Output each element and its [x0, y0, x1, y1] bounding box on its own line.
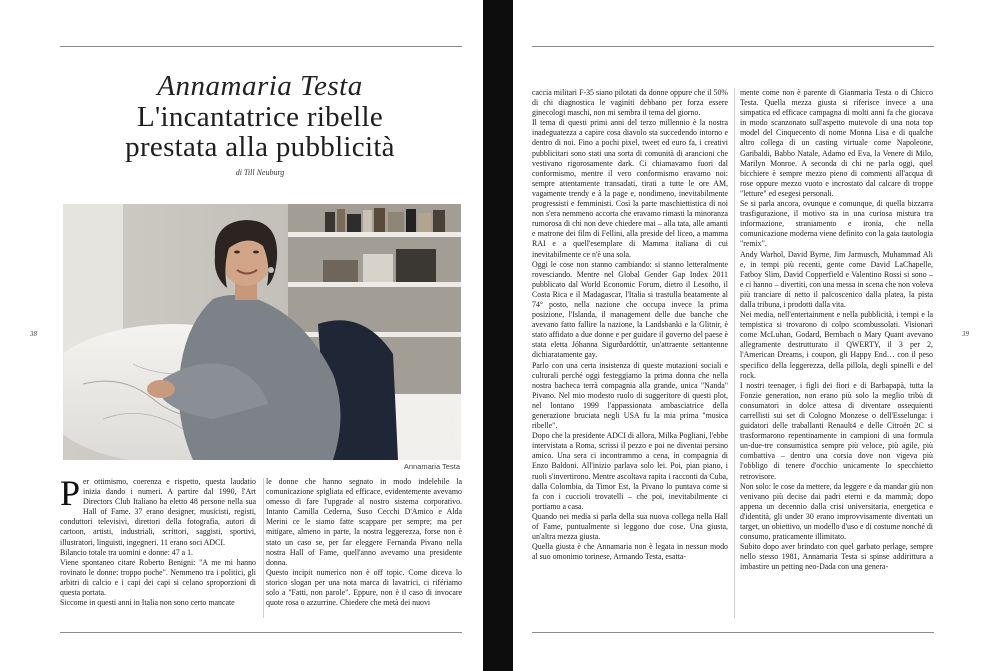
paragraph: Subito dopo aver brindato con quel garbato perlage, sempre nello stesso 1981, Annamaria Testa si spinse addirittura a imbastire un petting neo-Dada con una genera- — [740, 542, 933, 572]
paragraph: Nei media, nell'entertainment e nella pubblicità, i tempi e la tempistica si trovarono di colpo scombussolati. Visionari come McLuhan, Godard, Bernbach o Mary Quant avevano allegramente destrutturato il QWERTY, il 3 per 2, l'American Dreams, i coupon, gli Happy End… con il peso specifico della leggerezza, della pillola, degli spinelli e del rock. — [740, 310, 933, 380]
paragraph: Se si parla ancora, ovunque e comunque, di quella bizzarra trasfigurazione, il motivo sta in una curiosa mistura tra informazione, straniamento e ironia, che nella comunicazione moderna viene definito con la gaia tautologia "remix". — [740, 199, 933, 249]
left-column-2 — [266, 477, 462, 617]
top-rule-right — [532, 46, 934, 47]
right-column-1 — [532, 88, 728, 618]
paragraph: Quando nei media si parla della sua nuova collega nella Hall of Fame, puntualmente si leggono due cose. Una giusta, un'altra mezza giusta. — [532, 511, 728, 542]
paragraph — [60, 477, 256, 548]
right-column-2 — [740, 88, 933, 618]
paragraph: Viene spontaneo citare Roberto Benigni: "A me mi hanno rovinato le donne: troppo poche". Nemmeno tra i politici, gli arbitri di calcio e i capi dei capi si celano sproporzioni di questa portata. — [60, 557, 256, 598]
portrait-photo — [63, 204, 461, 460]
paragraph: Quella giusta è che Annamaria non è legata in nessun modo al suo omonimo torinese, Armando Testa, esatta- — [532, 542, 728, 562]
paragraph: Il tema di questi primi anni del terzo millennio è la nostra inadeguatezza a capire cosa diavolo sta succedendo intorno e dentro di noi. Fino a pochi pixel, tweet ed euro fa, i creativi pubblicitari sono stati una sorta di comunità di arancioni che vestivano rigorosamente dark. Ci chiamavamo fuori dal conformismo, mentre il vero conformismo eravamo noi: sempre attentamente transadati, tirati a tutte le ore AM, vagamente trendy e à la page e, nondimeno, inevitabilmente progressisti e femministi. Così la parte maschiettistica di noi non s'era nemmeno accorta che eravamo rimasti la minoranza rumorosa di chi non deve chiedere mai – alla tata, alle amanti e matrone dei film di Fellini, alla preside del liceo, a mamma RAI e a quell'esemplare di Mamma italiana di cui inevitabilmente ce n'è una sola. — [532, 118, 728, 259]
title-line-1: L'incantatrice ribelle — [136, 101, 384, 133]
paragraph: caccia militari F-35 siano pilotati da donne oppure che il 50% di chi diagnostica le vaginiti debbano per forza essere ginecologi maschi, non mi sembra il tema del giorno. — [532, 88, 728, 118]
page-number-right: 39 — [962, 330, 969, 338]
title-line-2: prestata alla pubblicità — [125, 131, 395, 163]
paragraph: Andy Warhol, David Byrne, Jim Jarmusch, Muhammad Ali e, in tempi più recenti, gente come David LaChapelle, Fatboy Slim, David Copperfield e Valentino Rossi si sono – e ci hanno – divertiti, con una messa in scena che non voleva più tranciare di netto il palcoscenico dalla platea, la pista dalla tribuna, i prodotti dalla vita. — [740, 249, 933, 309]
bottom-rule — [60, 632, 462, 633]
photo-credit: Foto Sandro Lay — [449, 405, 455, 442]
paragraph: le donne che hanno segnato in modo indelebile la comunicazione spigliata ed efficace, evidentemente avevamo omesso di fare l'upgrade al nostro sistema corporativo. Intanto Camilla Cederna, Suso Cecchi D'Amico e Alda Merini ce le siamo fatte scappare per sempre; ma per mitigare, almeno in parte, la nostra leggerezza, forse non è stato un caso se, per far eleggere Fernanda Pivano nella nostra Hall of Fame, quell'anno avevamo una presidente donna. — [266, 477, 462, 567]
left-column-1 — [60, 477, 256, 617]
paragraph-text: er ottimismo, coerenza e rispetto, questa laudatio inizia dando i numeri. A partire dal 1990, l'Art Directors Club Italiano ha eletto 48 persone nella sua Hall of Fame. 37 erano designer, musicisti, registi, conduttori televisivi, direttori della fotografia, autori di cartoon, artisti, industriali, scrittori, saggisti, sportivi, illustratori, linguisti, ingegneri. 11 erano soci ADCI. — [60, 477, 256, 547]
drop-cap: P — [60, 477, 81, 513]
paragraph: I nostri teenager, i figli dei fiori e di Barbapapà, tutta la Fonzie generation, non erano più solo la meglio tribù di consumatori in dolce attesa di diventare ossequienti carrellisti sui set di Cologno Monzese o dell'Esselunga: i guidatori delle traballanti Renault4 e delle Citroën 2C si trasformarono repentinamente in campioni di una formula un-due-tre consumistica sempre più veloce, più agile, più combattiva – dentro una corsia dove non vigeva più l'obbligo di tenere d'occhio unicamente lo specchietto retrovisore. — [740, 380, 933, 481]
column-divider-right — [734, 88, 735, 618]
byline: di Till Neuburg — [235, 168, 285, 177]
paragraph: Questo incipit numerico non è off topic. Come diceva lo storico slogan per una nota marca di lavatrici, ci rifériamo solo a "Fatti, non parole". Eppure, non è il caso di invocare quote rosa o azzurrine. Chiedere che metà dei nuovi — [266, 567, 462, 608]
bottom-rule-right — [532, 632, 934, 633]
portrait-illustration — [63, 204, 461, 460]
book-spine — [483, 0, 513, 671]
paragraph: Parlo con una certa insistenza di queste mutazioni sociali e culturali perché oggi festeggiamo la prima donna che nella nostra bacheca terrà compagnia alla grande, unica "Nanda" Pivano. Nel mio modesto ruolo di suggeritore di questi plot, nel lontano 1999 l'appassionata ambasciatrice della generazione bruciata negli USA fu la mia prima "musica ribelle". — [532, 360, 728, 431]
page-number-left: 38 — [30, 330, 37, 338]
paragraph: Oggi le cose non stanno cambiando: si stanno letteralmente rovesciando. Mentre nel Global Gender Gap Index 2011 pubblicato dal World Economic Forum, dietro il Lesotho, il Costa Rica e il Madagascar, l'Italia si trastulla beatamente al 74° posto, nella nazione che occupa invece la prima posizione, l'Islanda, il management delle due banche che avevano fatto fallire la nazione, la Landsbanki e la Glitnir, è stato affidato a due donne e per guidare il governo del paese è stata eletta Jóhanna Sigurðardóttir, un'attraente settantenne dichiaratamente gay. — [532, 259, 728, 360]
photo-caption: Annamaria Testa — [403, 462, 460, 471]
left-page — [0, 0, 483, 671]
paragraph: mente come non è parente di Gianmaria Testa o di Chicco Testa. Quella mezza giusta si riferisce invece a una simpatica ed efficace campagna di molti anni fa che giocava in modo scanzonato sull'aspetto mutevole di una nota top model del Cinquecento di nome Monna Lisa e di qualche altro collega di un casting virtuale come Napoleone, Garibaldi, Babbo Natale, Adamo ed Eva, la Venere di Milo, Marilyn Monroe. A seconda di chi ne parla oggi, quel bicchiere è sempre mezzo pieno di commenti all'acqua di rose oppure mezzo vuoto e incrostato dal calcare di troppe "letture" ed esegesi personali. — [740, 88, 933, 198]
paragraph: Non solo: le cose da mettere, da leggere e da mandar giù non venivano più decise dai padri eterni e da mammà; dopo appena un decennio dalla crisi universitaria, energetica e d'identità, gli under 30 erano improvvisamente diventati un target, un obiettivo, un modello d'uso e di costume nonché di consumo, praticamente illimitato. — [740, 481, 933, 542]
paragraph: Dopo che la presidente ADCI di allora, Milka Pogliani, l'ebbe intervistata a Roma, scrissi il pezzo e poi ne diventai persino amico. Una sera ci incontrammo a cena, in compagnia di Enzo Baldoni. All'inizio parlava solo lei. Poi, pian piano, i ruoli s'invertirono. Mentre ascoltava rapita i racconti da Cuba, dalla Colombia, da Timor Est, la Pivano lo puntava come si fa con i cuccioli trovatelli – che poi, inevitabilmente ci portiamo a casa. — [532, 431, 728, 511]
top-rule — [60, 46, 462, 47]
article-title — [60, 70, 460, 162]
paragraph: Siccome in questi anni in Italia non sono certo mancate — [60, 598, 235, 608]
paragraph: Bilancio totale tra uomini e donne: 47 a 1. — [60, 547, 194, 557]
title-name: Annamaria Testa — [157, 70, 363, 102]
column-divider — [263, 478, 264, 618]
